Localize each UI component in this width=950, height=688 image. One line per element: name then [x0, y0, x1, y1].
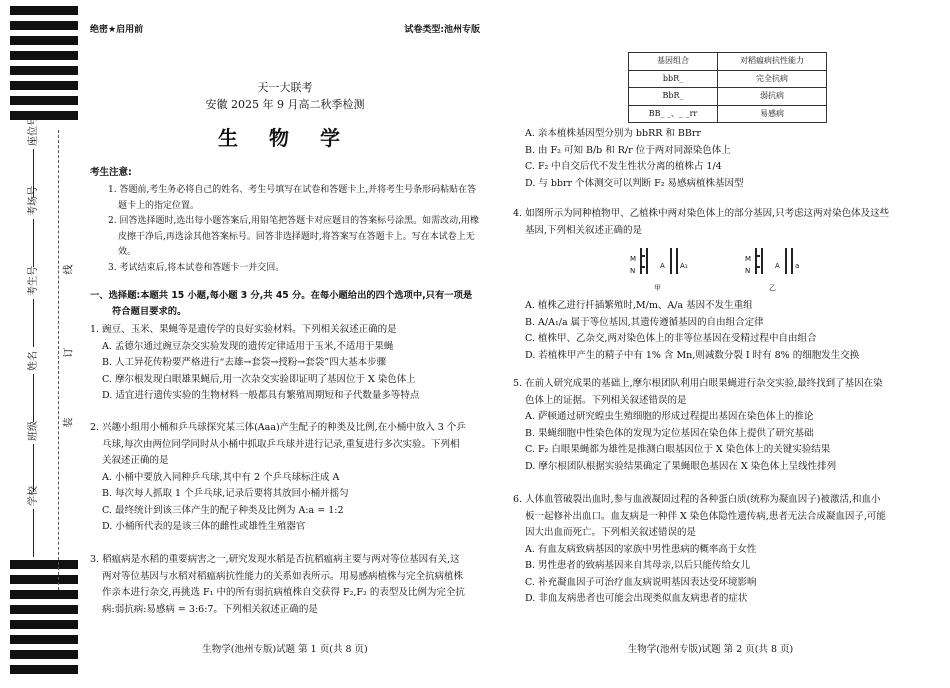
fill-line: [33, 509, 34, 557]
option-d: D. 若植株甲产生的精子中有 1% 含 Mn,则减数分裂 I 时有 8% 的细胞发生交换: [525, 349, 860, 361]
chromosome: [791, 248, 793, 274]
class-label: 班级: [28, 421, 39, 441]
option-c: C. 摩尔根发现白眼雄果蝇后,用一次杂交实验即证明了基因位于 X 染色体上: [102, 373, 416, 385]
question-stem: 4. 如图所示为同种植物甲、乙植株中两对染色体上的部分基因,只考虑这两对染色体及这些: [513, 208, 890, 219]
table-cell: BbR_: [629, 88, 718, 106]
option-b: B. 每次每人抓取 1 个乒乓球,记录后要将其放回小桶并摇匀: [102, 488, 349, 499]
gene-label: A: [660, 262, 665, 270]
option-b: B. 由 F₂ 可知 B/b 和 R/r 位于两对同源染色体上: [525, 144, 731, 156]
gene-label: N: [630, 267, 636, 275]
notice-list: [90, 183, 480, 276]
option-b: B. 人工异花传粉要严格进行“去雄→套袋→授粉→套袋”四大基本步骤: [102, 357, 387, 368]
option-d: D. 适宜进行遗传实验的生物材料一般都具有繁殖周期短和子代数量多等特点: [102, 390, 420, 401]
stripe: [10, 66, 78, 75]
fill-line: [33, 444, 34, 492]
exam-room-label: 考场号: [28, 186, 39, 216]
option-c: C. F₂ 白眼果蝇都为雄性是推测白眼基因位于 X 染色体上的关键实验结果: [525, 444, 831, 455]
option-c: C. 补充凝血因子可治疗血友病说明基因表达受环境影响: [525, 576, 757, 588]
table-cell: 弱抗病: [718, 88, 827, 106]
question-stem: 关叙述正确的是: [102, 455, 169, 466]
stripe: [10, 36, 78, 45]
table-header-cell: 对稻瘟病抗性能力: [718, 53, 827, 71]
binding-char-zhuang: 装: [63, 417, 75, 428]
table-header-row: [629, 53, 827, 71]
gene-label: a: [795, 262, 800, 270]
question-stem: 板一起修补出血口。血友病是一种伴 X 染色体隐性遗传病,患者无法合成凝血因子,可能: [525, 510, 886, 522]
option-b: B. 果蝇细胞中性染色体的发现为定位基因在染色体上提供了研究基础: [525, 427, 814, 439]
option-a: A. 萨顿通过研究蝗虫生殖细胞的形成过程提出基因在染色体上的推论: [525, 411, 814, 422]
option-d: D. 小桶所代表的是该三体的雌性或雄性生殖器官: [102, 521, 306, 532]
option-d: D. 与 bbrr 个体测交可以判断 F₂ 易感病植株基因型: [525, 177, 744, 189]
option-a: A. 植株乙进行扦插繁殖时,M/m、A/a 基因不发生重组: [525, 300, 753, 311]
stripe: [10, 620, 78, 629]
section-heading-line: 一、选择题:本题共 15 小题,每小题 3 分,共 45 分。在每小题给出的四个选项中,只有一项是: [90, 290, 473, 301]
stripe: [10, 665, 78, 674]
stripe: [10, 21, 78, 30]
chromosome: [646, 248, 648, 274]
gene-label: M: [630, 255, 637, 263]
table-row: [629, 105, 827, 123]
stripe: [10, 560, 78, 569]
figure-label-jia: 甲: [654, 284, 661, 292]
stripe: [10, 605, 78, 614]
table-cell: bbR_: [629, 70, 718, 88]
figure-label-yi: 乙: [769, 284, 776, 292]
chromosome: [670, 248, 672, 274]
question-3: [90, 552, 480, 618]
gene-label: M: [745, 255, 752, 263]
stripe: [10, 590, 78, 599]
question-4-options: [513, 298, 908, 364]
chromosome-figure-jia: [628, 248, 698, 292]
table-cell: BB_ _、_ _rr: [629, 105, 718, 123]
option-a: A. 孟德尔通过豌豆杂交实验发现的遗传定律适用于玉米,不适用于果蝇: [102, 340, 394, 352]
option-c: C. 植株甲、乙杂交,两对染色体上的非等位基因在受精过程中自由组合: [525, 333, 817, 344]
stripe: [10, 96, 78, 105]
gene-locus: [641, 266, 645, 268]
stripe: [10, 51, 78, 60]
binding-char-xian: 线: [63, 264, 75, 275]
stripe: [10, 6, 78, 15]
question-2: [90, 420, 480, 536]
subject-title: 生 物 学: [218, 126, 352, 150]
binding-dashed-line: [58, 130, 59, 590]
exam-room-field: [24, 186, 39, 270]
school-label: 学校: [28, 486, 39, 506]
gene-label: N: [745, 267, 751, 275]
question-stem: 因大出血而死亡。下列相关叙述错误的是: [525, 527, 697, 538]
gene-locus: [641, 255, 645, 257]
option-b: B. A/A₁/a 属于等位基因,其遗传遵循基因的自由组合定律: [525, 316, 764, 328]
chromosome: [761, 248, 763, 274]
question-stem: 1. 豌豆、玉米、果蝇等是遗传学的良好实验材料。下列相关叙述正确的是: [90, 324, 397, 335]
org-title: 天一大联考: [257, 81, 313, 94]
option-d: D. 摩尔根团队根据实验结果确定了果蝇眼色基因在 X 染色体上呈线性排列: [525, 460, 837, 472]
table-row: [629, 88, 827, 106]
exam-no-label: 考生号: [28, 266, 39, 296]
fill-line: [33, 374, 34, 422]
chromosome: [676, 248, 678, 274]
option-a: A. 小桶中要放入同种乒乓球,其中有 2 个乒乓球标注成 A: [102, 471, 340, 483]
table-cell: 完全抗病: [718, 70, 827, 88]
page-1: [90, 0, 480, 688]
chromosome: [755, 248, 757, 274]
question-stem: 3. 稻瘟病是水稻的重要病害之一,研究发现水稻是否抗稻瘟病主要与两对等位基因有关,这: [90, 554, 460, 565]
chromosome-figure-yi: [743, 248, 813, 292]
option-a: A. 亲本植株基因型分别为 bbRR 和 BBrr: [525, 128, 701, 139]
question-stem: 病:弱抗病:易感病 = 3:6:7。下列相关叙述正确的是: [102, 603, 318, 615]
page-footer: 生物学(池州专版)试题 第 1 页(共 8 页): [202, 644, 368, 655]
school-field: [24, 486, 39, 560]
notice-item: 1. 答题前,考生务必将自己的姓名、考生号填写在试卷和答题卡上,并将考生号条形码粘贴在答题卡上的指定位置。: [108, 185, 477, 211]
question-stem: 5. 在前人研究成果的基础上,摩尔根团队利用白眼果蝇进行杂交实验,最终找到了基因在染: [513, 378, 883, 389]
option-b: B. 男性患者的致病基因来自其母亲,以后只能传给女儿: [525, 560, 751, 571]
question-stem: 色体上的证据。下列相关叙述错误的是: [525, 394, 687, 406]
exam-no-field: [24, 266, 39, 350]
stripe: [10, 111, 78, 120]
gene-label: A: [775, 262, 780, 270]
question-3-options: [513, 126, 908, 192]
name-label: 姓名: [28, 351, 39, 371]
question-stem: 6. 人体血管破裂出血时,参与血液凝固过程的各种蛋白质(统称为凝血因子)被激活,和血小: [513, 494, 881, 505]
seat-label: 座位号: [28, 116, 39, 146]
exam-title: 安徽 2025 年 9 月高二秋季检测: [205, 98, 365, 111]
gene-locus: [756, 255, 760, 257]
genotype-table: [628, 52, 827, 123]
stripe: [10, 575, 78, 584]
table-cell: 易感病: [718, 105, 827, 123]
gene-locus: [756, 266, 760, 268]
class-field: [24, 421, 39, 495]
question-5: [513, 376, 908, 475]
question-stem: 乓球,每次由两位同学同时从小桶中抓取乒乓球并进行记录,重复进行多次实验。下列相: [102, 438, 460, 450]
question-4: [513, 206, 908, 239]
binding-char-ding: 订: [63, 347, 75, 358]
stripe: [10, 81, 78, 90]
option-d: D. 非血友病患者也可能会出现类似血友病患者的症状: [525, 593, 748, 604]
table-row: [629, 70, 827, 88]
table-header-cell: 基因组合: [629, 53, 718, 71]
question-1: [90, 322, 480, 405]
page-footer: 生物学(池州专版)试题 第 2 页(共 8 页): [627, 644, 794, 655]
question-stem: 基因,下列相关叙述正确的是: [525, 224, 643, 236]
section-heading-line: 符合题目要求的。: [112, 306, 187, 317]
fill-line: [33, 299, 34, 347]
section-heading: [90, 288, 480, 320]
notice-item: 3. 考试结束后,将本试卷和答题卡一并交回。: [108, 262, 285, 273]
name-field: [24, 351, 39, 425]
top-row: [90, 22, 480, 39]
option-c: C. F₂ 中自交后代不发生性状分离的植株占 1/4: [525, 161, 722, 172]
exam-type-label: 试卷类型:池州专版: [404, 25, 480, 35]
stripe: [10, 650, 78, 659]
fill-line: [33, 219, 34, 267]
stripe: [10, 635, 78, 644]
chromosome: [640, 248, 642, 274]
question-stem: 两对等位基因与水稻对稻瘟病抗性能力的关系如表所示。用易感病植株与完全抗病植株: [102, 570, 464, 582]
secret-label: 绝密★启用前: [90, 25, 144, 35]
binding-stripes: [10, 0, 78, 688]
notice-item: 2. 回答选择题时,选出每小题答案后,用铅笔把答题卡对应题目的答案标号涂黑。如需改动,用橡皮擦干净后,再选涂其他答案标号。回答非选择题时,将答案写在答题卡上。写在本试卷上无效。: [108, 216, 480, 257]
page-2: [513, 0, 908, 688]
chromosome: [785, 248, 787, 274]
question-6: [513, 492, 908, 608]
option-c: C. 最终统计到该三体产生的配子种类及比例为 A:a = 1:2: [102, 504, 344, 516]
notice-heading: 考生注意:: [90, 167, 132, 178]
option-a: A. 有血友病致病基因的家族中男性患病的概率高于女性: [525, 543, 757, 555]
question-stem: 作亲本进行杂交,再挑选 F₁ 中的所有弱抗病植株自交获得 F₂,F₂ 的表型及比例为完全抗: [102, 587, 465, 598]
question-stem: 2. 兴趣小组用小桶和乒乓球探究某三体(Aaa)产生配子的种类及比例,在小桶中放入 3 个乒: [90, 422, 466, 433]
gene-label: A₁: [680, 262, 688, 270]
